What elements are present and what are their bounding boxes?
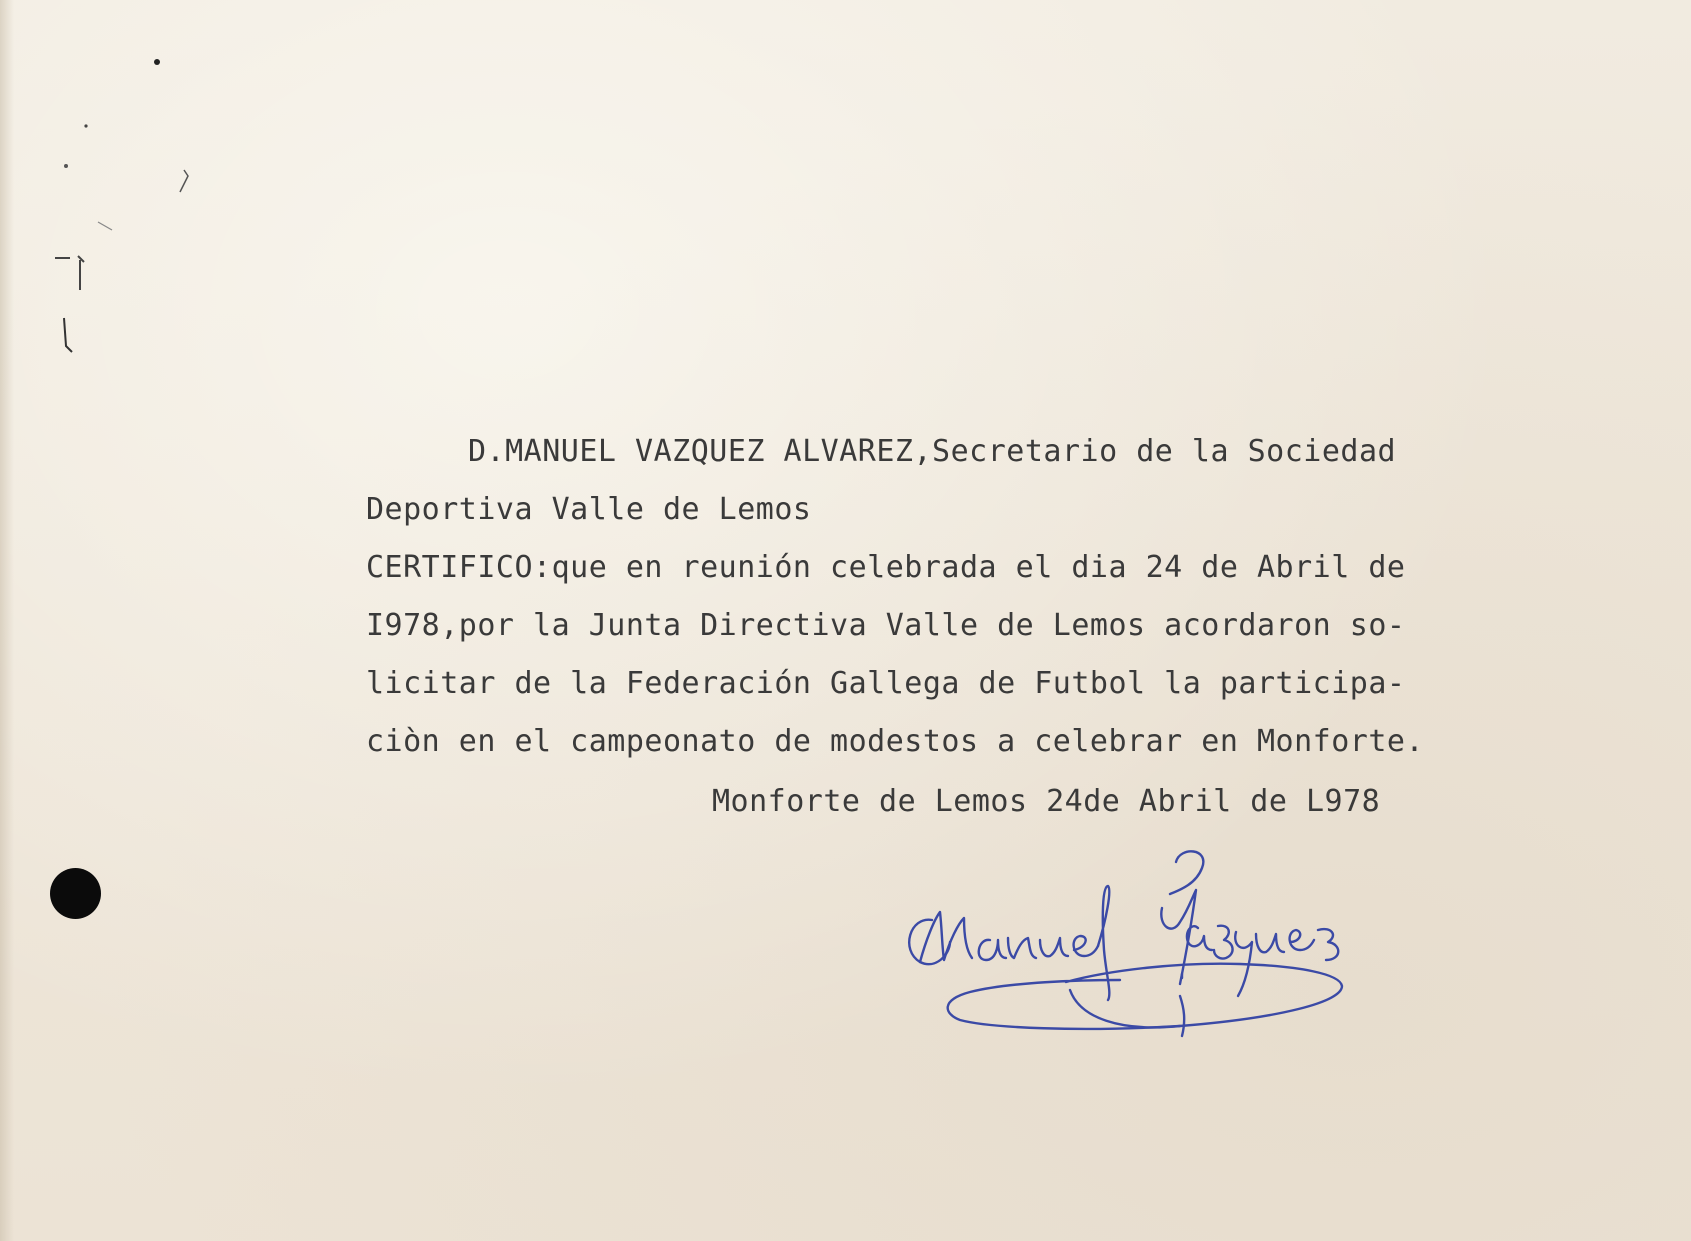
- text-line-2: Deportiva Valle de Lemos: [366, 492, 812, 527]
- text-line-6: ciòn en el campeonato de modestos a celebrar en Monforte.: [366, 724, 1425, 759]
- handwritten-signature: [880, 850, 1400, 1090]
- date-place-line: Monforte de Lemos 24de Abril de L978: [712, 784, 1381, 819]
- text-line-5: licitar de la Federación Gallega de Futbol la participa-: [366, 666, 1406, 701]
- text-line-4: I978,por la Junta Directiva Valle de Lemos acordaron so-: [366, 608, 1406, 643]
- text-line-3: CERTIFICO:que en reunión celebrada el dia 24 de Abril de: [366, 550, 1406, 585]
- text-line-1: D.MANUEL VAZQUEZ ALVAREZ,Secretario de la Sociedad: [468, 434, 1397, 469]
